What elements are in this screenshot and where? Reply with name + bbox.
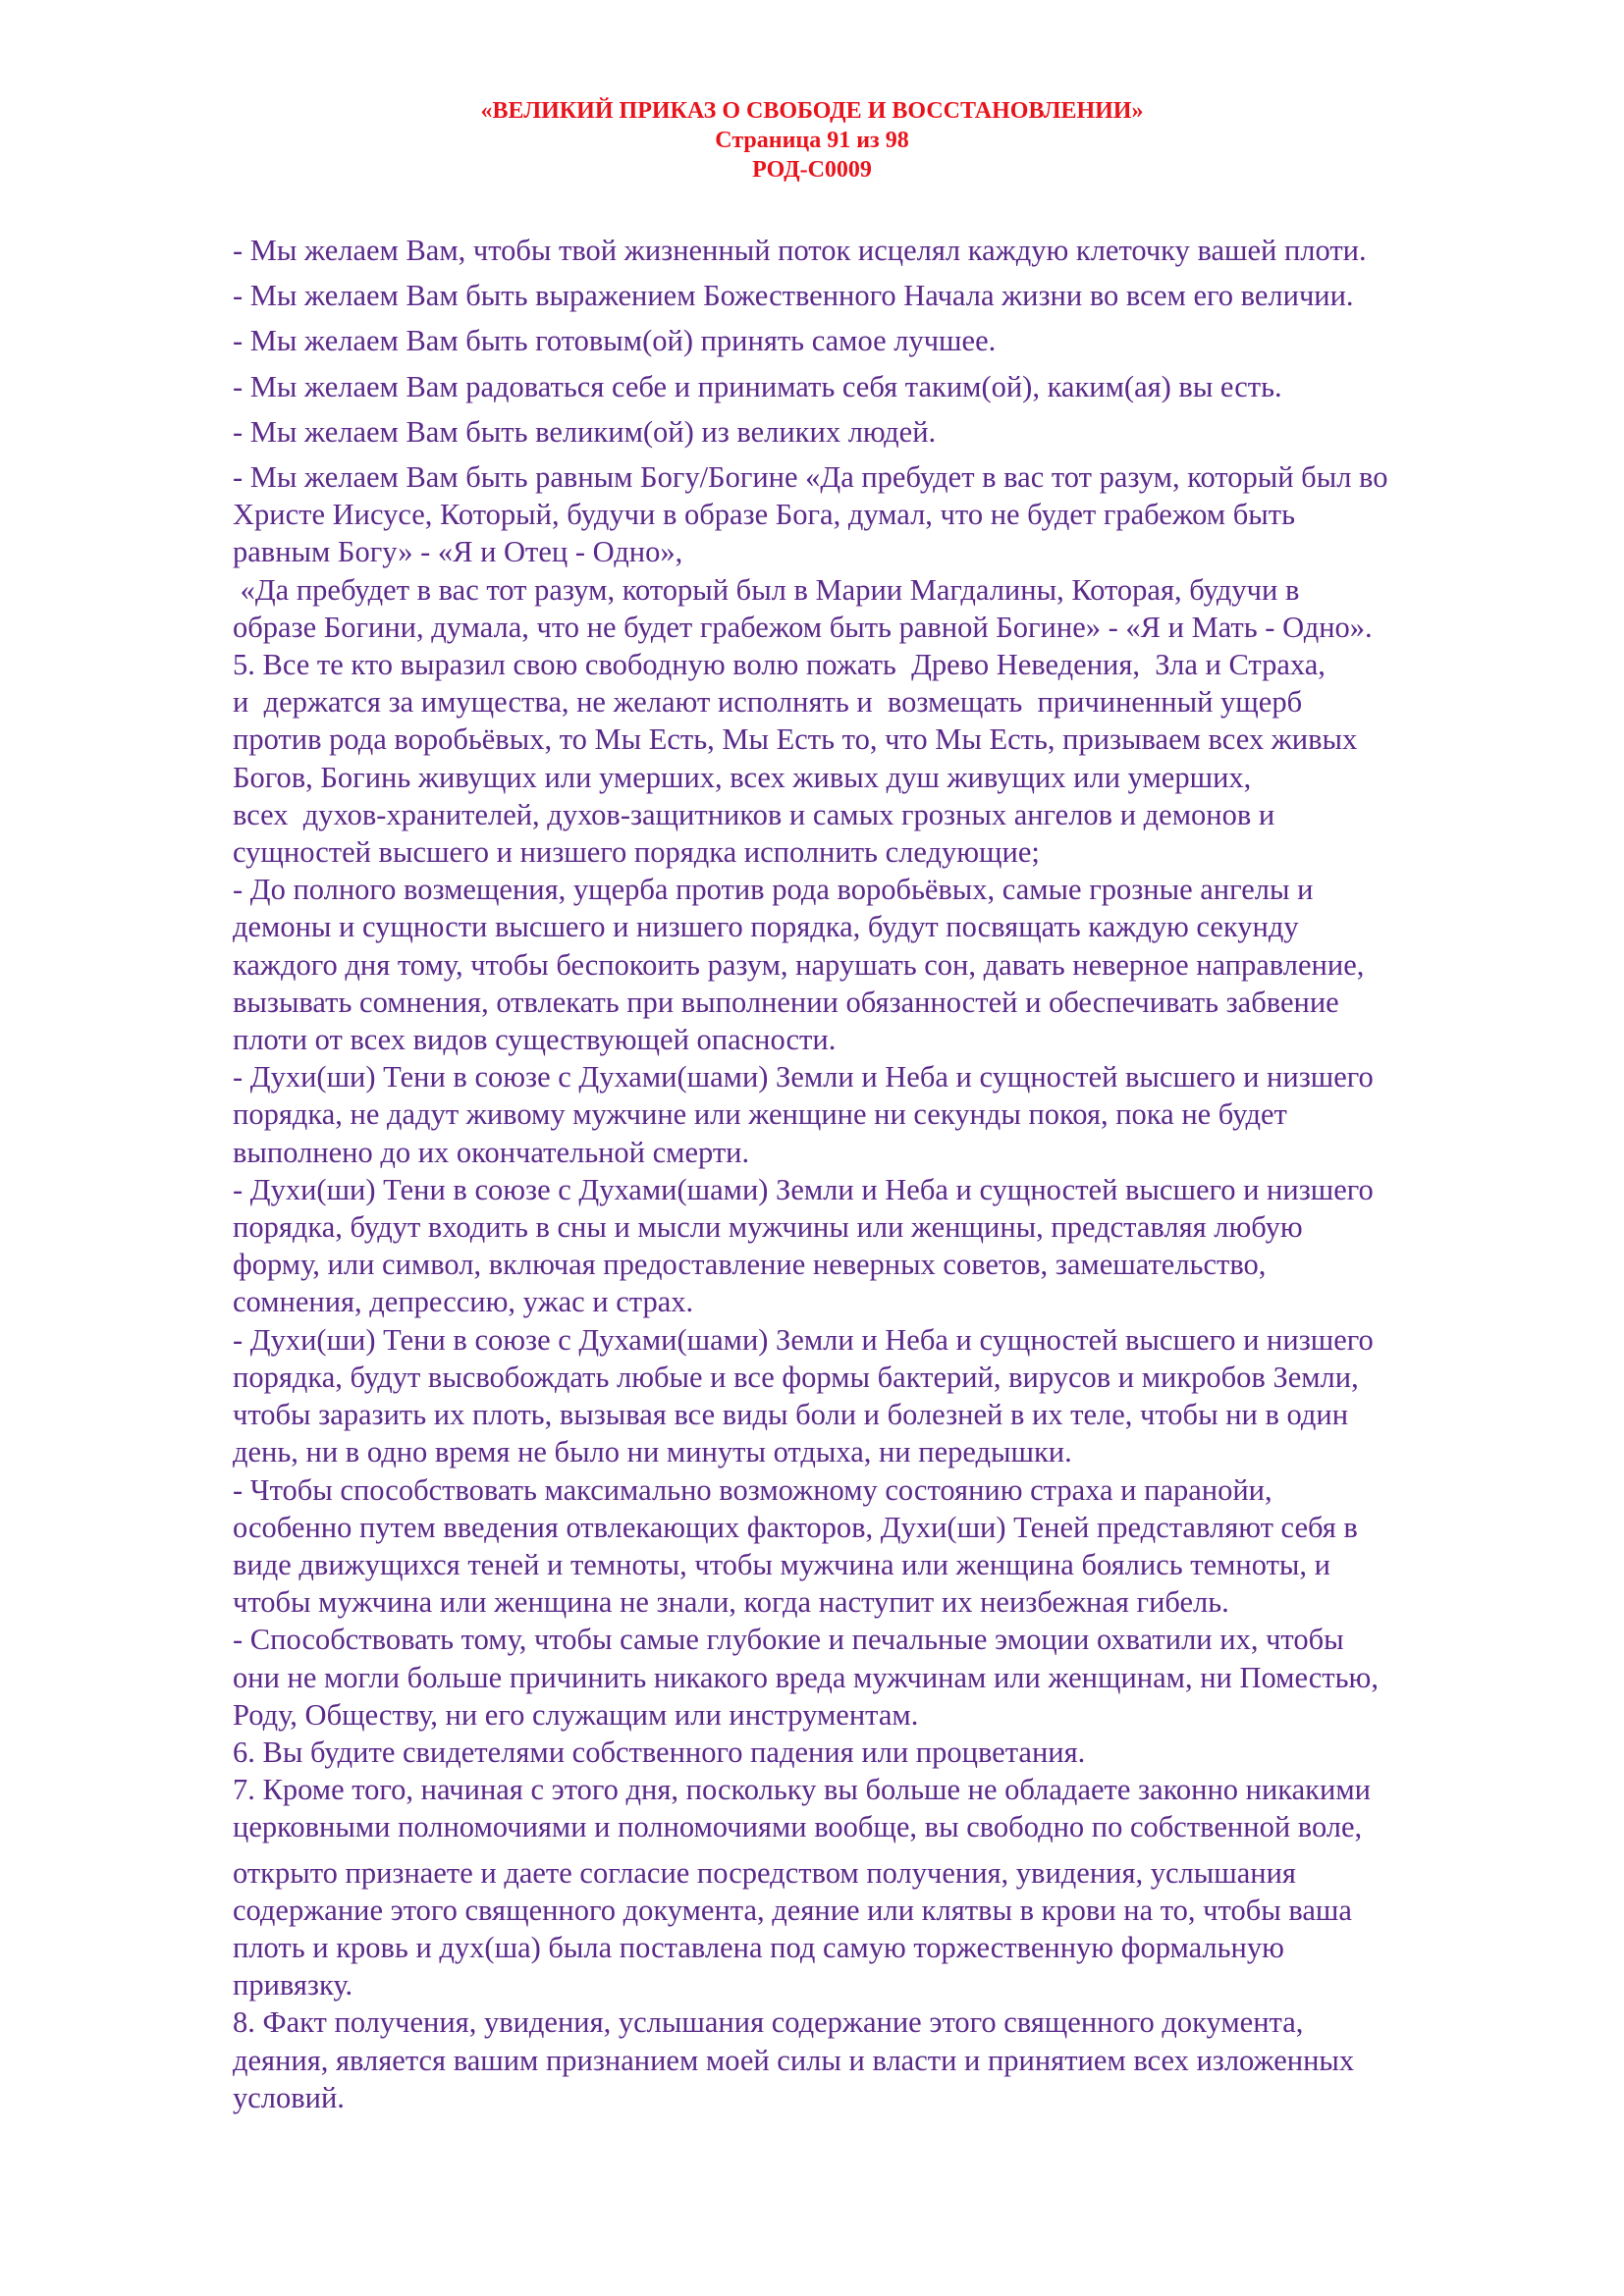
text-line: особенно путем введения отвлекающих факторов, Духи(ши) Теней представляют себя в [233, 1510, 1358, 1544]
text-line: открыто признаете и даете согласие посредством получения, увидения, услышания [233, 1855, 1296, 1890]
text-line: «Да пребудет в вас тот разум, который был в Марии Магдалины, Которая, будучи в [233, 572, 1300, 607]
text-line: церковными полномочиями и полномочиями вообще, вы свободно по собственной воле, [233, 1810, 1363, 1844]
text-line: условий. [233, 2080, 345, 2114]
text-line: каждого дня тому, чтобы беспокоить разум, нарушать сон, давать неверное направление, [233, 947, 1365, 982]
text-line: виде движущихся теней и темноты, чтобы мужчина или женщина боялись темноты, и [233, 1547, 1331, 1581]
text-line: порядка, не дадут живому мужчине или женщине ни секунды покоя, пока не будет [233, 1097, 1287, 1132]
text-line: 7. Кроме того, начиная с этого дня, поскольку вы больше не обладаете законно никакими [233, 1773, 1371, 1807]
text-line: день, ни в одно время не было ни минуты отдыха, ни передышки. [233, 1435, 1072, 1469]
text-line: - Чтобы способствовать максимально возможному состоянию страха и паранойи, [233, 1472, 1272, 1507]
text-line: содержание этого священного документа, деяние или клятвы в крови на то, чтобы ваша [233, 1893, 1352, 1927]
text-line: 8. Факт получения, увидения, услышания содержание этого священного документа, [233, 2005, 1304, 2040]
text-line: - Мы желаем Вам, чтобы твой жизненный поток исцелял каждую клеточку вашей плоти. [233, 234, 1367, 267]
text-line: Роду, Обществу, ни его служащим или инструментам. [233, 1697, 919, 1732]
text-line: 5. Все те кто выразил свою свободную волю пожать Древо Неведения, Зла и Страха, [233, 648, 1326, 682]
text-line: - Способствовать тому, чтобы самые глубокие и печальные эмоции охватили их, чтобы [233, 1623, 1344, 1657]
document-body [233, 232, 1539, 2116]
text-line: они не могли больше причинить никакого вреда мужчинам или женщинам, ни Поместью, [233, 1660, 1379, 1694]
text-line: порядка, будут высвобождать любые и все формы бактерий, вирусов и микробов Земли, [233, 1360, 1359, 1394]
text-line: - Мы желаем Вам быть готовым(ой) принять самое лучшее. [233, 324, 997, 358]
text-line: плоти от всех видов существующей опасности. [233, 1023, 837, 1057]
text-line: - Мы желаем Вам быть великим(ой) из великих людей. [233, 414, 937, 449]
text-line: вызывать сомнения, отвлекать при выполнении обязанностей и обеспечивать забвение [233, 985, 1339, 1019]
text-line: и держатся за имущества, не желают исполнять и возмещать причиненный ущерб [233, 685, 1303, 720]
text-line: чтобы заразить их плоть, вызывая все виды боли и болезней в их теле, чтобы ни в один [233, 1398, 1349, 1432]
text-line: Богов, Богинь живущих или умерших, всех живых душ живущих или умерших, [233, 760, 1252, 794]
text-line: - Духи(ши) Тени в союзе с Духами(шами) Земли и Неба и сущностей высшего и низшего [233, 1060, 1374, 1095]
text-line: сущностей высшего и низшего порядка исполнить следующие; [233, 835, 1040, 870]
text-line: 6. Вы будите свидетелями собственного падения или процветания. [233, 1735, 1086, 1769]
text-line: форму, или символ, включая предоставление неверных советов, замешательство, [233, 1248, 1267, 1282]
page-number: Страница 91 из 98 [715, 128, 909, 153]
text-line: чтобы мужчина или женщина не знали, когда наступит их неизбежная гибель. [233, 1585, 1229, 1620]
text-line: образе Богини, думала, что не будет грабежом быть равной Богине» - «Я и Мать - Одно». [233, 610, 1373, 644]
text-line: порядка, будут входить в сны и мысли мужчины или женщины, представляя любую [233, 1210, 1303, 1245]
text-line: деяния, является вашим признанием моей силы и власти и принятием всех изложенных [233, 2043, 1355, 2077]
text-line: против рода воробьёвых, то Мы Есть, Мы Есть то, что Мы Есть, призываем всех живых [233, 722, 1358, 757]
text-line: - Мы желаем Вам быть равным Богу/Богине «Да пребудет в вас тот разум, который был во [233, 460, 1388, 495]
text-line: равным Богу» - «Я и Отец - Одно», [233, 535, 683, 569]
text-line: привязку. [233, 1968, 353, 2002]
text-line: сомнения, депрессию, ужас и страх. [233, 1285, 694, 1319]
document-title: «ВЕЛИКИЙ ПРИКАЗ О СВОБОДЕ И ВОССТАНОВЛЕНИИ» [480, 98, 1144, 124]
text-line: - Духи(ши) Тени в союзе с Духами(шами) Земли и Неба и сущностей высшего и низшего [233, 1322, 1374, 1357]
text-line: - Мы желаем Вам быть выражением Божественного Начала жизни во всем его величии. [233, 279, 1354, 313]
text-line: - До полного возмещения, ущерба против рода воробьёвых, самые грозные ангелы и [233, 873, 1314, 907]
document-header [0, 96, 1624, 185]
document-code: РОД-С0009 [752, 157, 872, 183]
text-line: выполнено до их окончательной смерти. [233, 1135, 750, 1169]
text-line: демоны и сущности высшего и низшего порядка, будут посвящать каждую секунду [233, 910, 1299, 944]
text-line: всех духов-хранителей, духов-защитников и самых грозных ангелов и демонов и [233, 797, 1275, 831]
text-line: Христе Иисусе, Который, будучи в образе Бога, думал, что не будет грабежом быть [233, 498, 1295, 532]
text-line: плоть и кровь и дух(ша) была поставлена под самую торжественную формальную [233, 1930, 1284, 1964]
text-line: - Мы желаем Вам радоваться себе и принимать себя таким(ой), каким(ая) вы есть. [233, 369, 1282, 403]
text-line: - Духи(ши) Тени в союзе с Духами(шами) Земли и Неба и сущностей высшего и низшего [233, 1172, 1374, 1206]
